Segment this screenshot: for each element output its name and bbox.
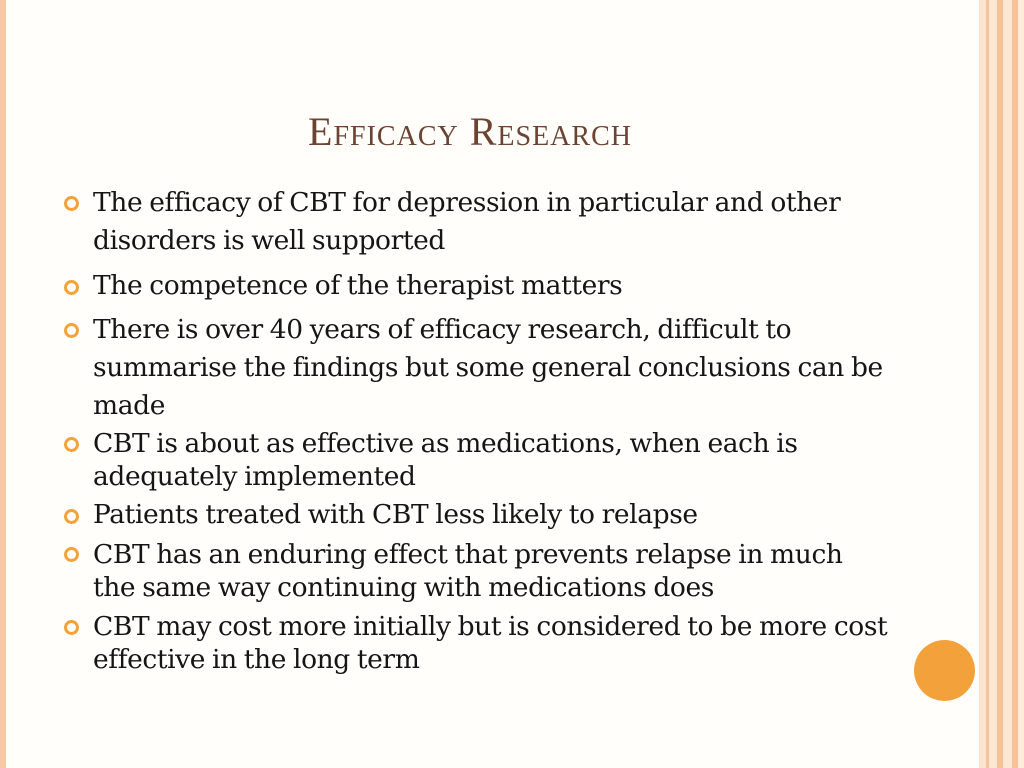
bullet-item	[60, 184, 890, 260]
bullet-circle-icon	[64, 437, 79, 452]
bullet-text: CBT may cost more initially but is considered to be more cost effective in the long term	[93, 611, 888, 675]
bullet-text: There is over 40 years of efficacy research, difficult to summarise the findings but some general conclusions can be made	[93, 314, 883, 421]
slide-title: Efficacy Research	[308, 109, 632, 154]
bullet-item	[60, 538, 890, 604]
bullet-text: CBT has an enduring effect that prevents relapse in much the same way continuing with medications does	[93, 539, 843, 603]
right-stripe-decoration	[979, 0, 986, 768]
bullet-text: The competence of the therapist matters	[93, 270, 623, 301]
right-stripe-decoration	[1003, 0, 1012, 768]
orange-circle-decoration	[914, 640, 975, 701]
bullet-item	[60, 498, 890, 531]
bullet-item	[60, 427, 890, 493]
right-stripe-decoration	[989, 0, 997, 768]
bullet-text: CBT is about as effective as medications, when each is adequately implemented	[93, 428, 798, 492]
bullet-item	[60, 267, 890, 305]
bullet-circle-icon	[64, 547, 79, 562]
bullet-circle-icon	[64, 196, 79, 211]
right-stripe-decoration	[1018, 0, 1024, 768]
bullet-text: The efficacy of CBT for depression in particular and other disorders is well supported	[93, 187, 841, 256]
bullet-circle-icon	[64, 280, 79, 295]
bullet-circle-icon	[64, 620, 79, 635]
bullet-list	[60, 184, 890, 676]
bullet-item	[60, 311, 890, 425]
bullet-item	[60, 610, 890, 676]
bullet-text: Patients treated with CBT less likely to relapse	[93, 499, 698, 530]
bullet-circle-icon	[64, 509, 79, 524]
bullet-circle-icon	[64, 323, 79, 338]
